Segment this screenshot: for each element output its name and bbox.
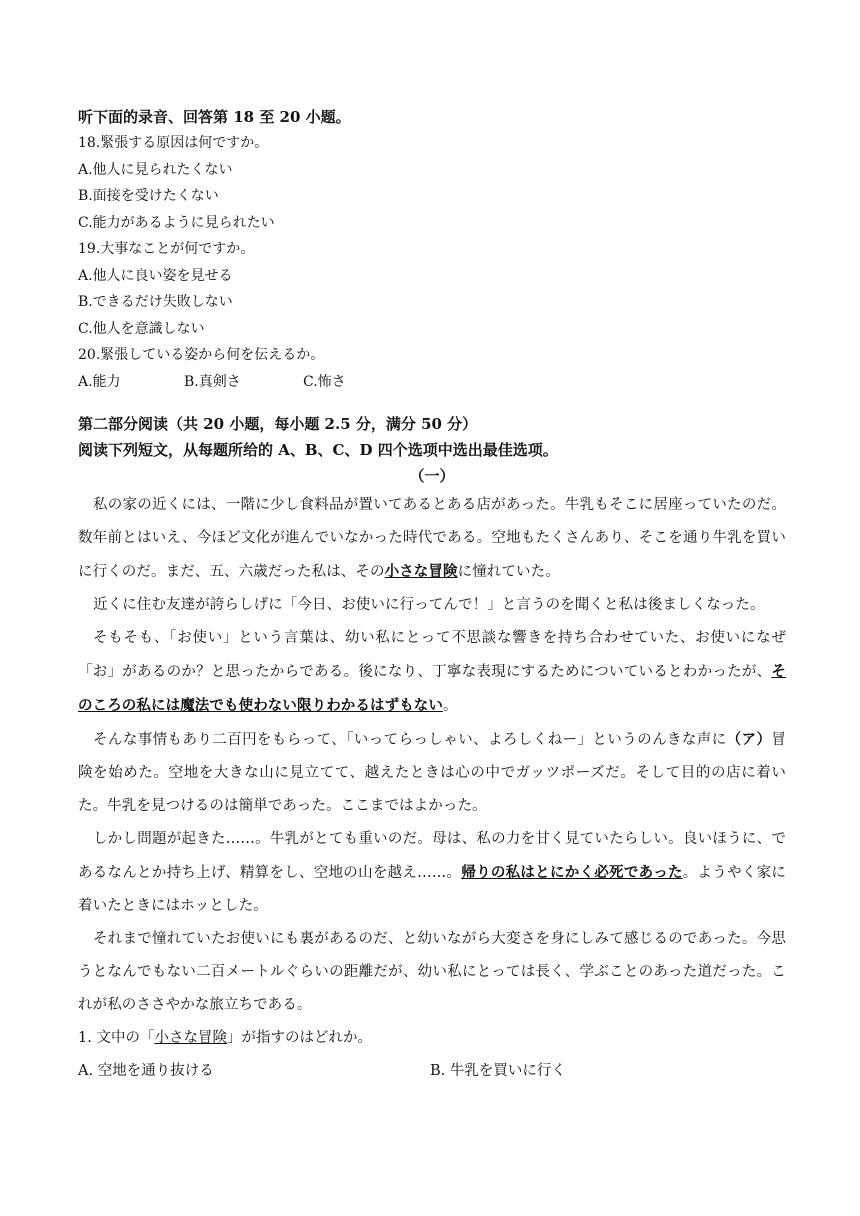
q1-option-a: A. 空地を通り抜ける (78, 1063, 214, 1079)
question-19: 19.大事なことが何ですか。 (78, 241, 255, 257)
underlined-sentence-desperate: 帰りの私はとにかく必死であった (461, 864, 683, 881)
q20-options (78, 369, 786, 396)
passage-paragraph-5: しかし問題が起きた……。牛乳がとても重いのだ。母は、私の力を甘く見ていたらしい。良いほうに、であるなんとか持ち上げ、精算をし、空地の山を越え……。帰りの私はとにかく必死であった。ようやく家に着いたときにはホッとした。 (78, 831, 786, 914)
underlined-phrase-small-adventure: 小さな冒険 (384, 563, 458, 580)
q20-option-b: B.真剣さ (184, 373, 241, 390)
q1-option-b: B. 牛乳を買いに行く (430, 1063, 566, 1079)
passage-paragraph-6: それまで憧れていたお使いにも裏があるのだ、と幼いながら大変さを身にしみて感じるのであった。今思うとなんでもない二百メートルぐらいの距離だが、幼い私にとっては長く、学ぶことのあった道だった。これが私のささやかな旅立ちである。 (78, 931, 786, 1013)
reading-section-title: 第二部分阅读（共 20 小题，每小题 2.5 分，满分 50 分） (78, 415, 478, 433)
q20-option-a: A.能力 (78, 373, 121, 390)
q18-option-a: A.他人に見られたくない (78, 161, 233, 178)
question-1-underlined: 小さな冒険 (154, 1030, 227, 1046)
q19-option-c: C.他人を意識しない (78, 320, 205, 337)
listening-header: 听下面的录音、回答第 18 至 20 小题。 (78, 108, 351, 126)
document-page (78, 104, 786, 1088)
q20-option-c: C.怖さ (303, 373, 346, 390)
question-20: 20.緊張している姿から何を伝えるか。 (78, 347, 325, 363)
question-1: 1. 文中の「小さな冒険」が指すのはどれか。 (78, 1030, 372, 1046)
q18-option-b: B.面接を受けたくない (78, 188, 219, 204)
underlined-sentence-magic: そのころの私には魔法でも使わない限りわかるはずもない (78, 663, 786, 714)
question-1-options (78, 1055, 786, 1088)
reading-instruction: 阅读下列短文，从每题所给的 A、B、C、D 四个选项中选出最佳选项。 (78, 441, 558, 459)
q19-option-b: B.できるだけ失敗しない (78, 294, 233, 310)
passage-number: （一） (409, 467, 455, 485)
passage-paragraph-2: 近くに住む友達が誇らしげに「今日、お使いに行ってんで！」と言うのを聞くと私は後ましくなった。 (93, 597, 765, 613)
passage-paragraph-4: そんな事情もあり二百円をもらって、「いってらっしゃい、よろしくねー」というのんきな声に（ア）冒険を始めた。空地を大きな山に見立てて、越えたときは心の中でガッツポーズだ。そして目的の店に着いた。牛乳を見つけるのは簡単であった。ここまではよかった。 (78, 731, 786, 814)
blank-marker-a: （ア） (726, 731, 772, 748)
passage-paragraph-3: そもそも、「お使い」という言葉は、幼い私にとって不思談な響きを持ち合わせていた、お使いになぜ「お」があるのか？と思ったからである。後になり、丁寧な表現にするためについているとわかったが、そのころの私には魔法でも使わない限りわかるはずもない。 (78, 630, 786, 714)
question-18: 18.緊張する原因は何ですか。 (78, 135, 269, 151)
passage-paragraph-1: 私の家の近くには、一階に少し食料品が置いてあるとある店があった。牛乳もそこに居座っていたのだ。数年前とはいえ、今ほど文化が進んでいなかった時代である。空地もたくさんあり、そこを通り牛乳を買いに行くのだ。まだ、五、六歳だった私は、その小さな冒険に憧れていた。 (78, 497, 786, 580)
q18-option-c: C.能力があるように見られたい (78, 214, 275, 231)
q19-option-a: A.他人に良い姿を見せる (78, 267, 233, 284)
